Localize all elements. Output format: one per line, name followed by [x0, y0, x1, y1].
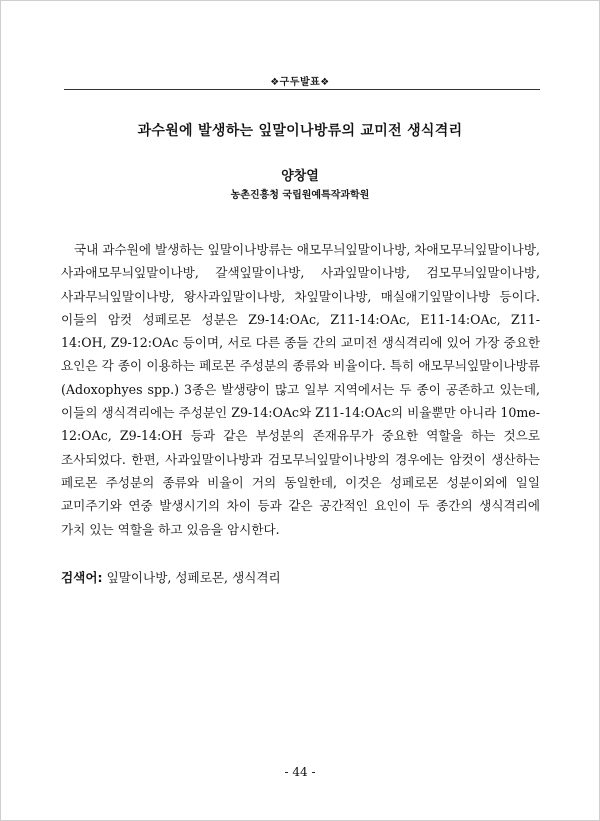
- header-divider: [64, 89, 540, 90]
- author-affiliation: 농촌진흥청 국립원예특작과학원: [230, 190, 370, 201]
- page-number: - 44 -: [284, 765, 316, 779]
- section-tag: ❖구두발표❖: [270, 77, 330, 88]
- keywords-label: 검색어:: [61, 570, 103, 585]
- abstract-text: 국내 과수원에 발생하는 잎말이나방류는 애모무늬잎말이나방, 차애모무늬잎말이나방, 사과애모무늬잎말이나방, 갈색잎말이나방, 사과잎말이나방, 검모무늬잎말이나방, 사과무늬잎말이나방, 왕사과잎말이나방, 차잎말이나방, 매실애기잎말이나방 등이다. 이들의 암컷 성페로몬 성분은 Z9-14:OAc, Z11-14:OAc, E11-14:OAc, Z11-14:OH, Z9-12:OAc 등이며, 서로 다른 종들 간의 교미전 생식격리에 있어 가장 중요한 요인은 각 종이 이용하는 페로몬 주성분의 종류와 비율이다. 특히 애모무늬잎말이나방류(Adoxophyes spp.) 3종은 발생량이 많고 일부 지역에서는 두 종이 공존하고 있는데, 이들의 생식격리에는 주성분인 Z9-14:OAc와 Z11-14:OAc의 비율뿐만 아니라 10me-12:OAc, Z9-14:OH 등과 같은 부성분의 존재유무가 중요한 역할을 하는 것으로 조사되었다. 한편, 사과잎말이나방과 검모무늬잎말이나방의 경우에는 암컷이 생산하는 페로몬 주성분의 종류와 비율이 거의 동일한데, 이것은 성페로몬 성분이외에 일일 교미주기와 연중 발생시기의 차이 등과 같은 공간적인 요인이 두 종간의 생식격리에 가치 있는 역할을 하고 있음을 암시한다.: [61, 242, 540, 537]
- abstract-paragraph: [61, 238, 540, 541]
- keywords-line: [61, 568, 540, 588]
- paper-title: 과수원에 발생하는 잎말이나방류의 교미전 생식격리: [137, 123, 463, 139]
- keywords-list: 잎말이나방, 성페로몬, 생식격리: [106, 570, 281, 585]
- author-name: 양창열: [281, 169, 319, 184]
